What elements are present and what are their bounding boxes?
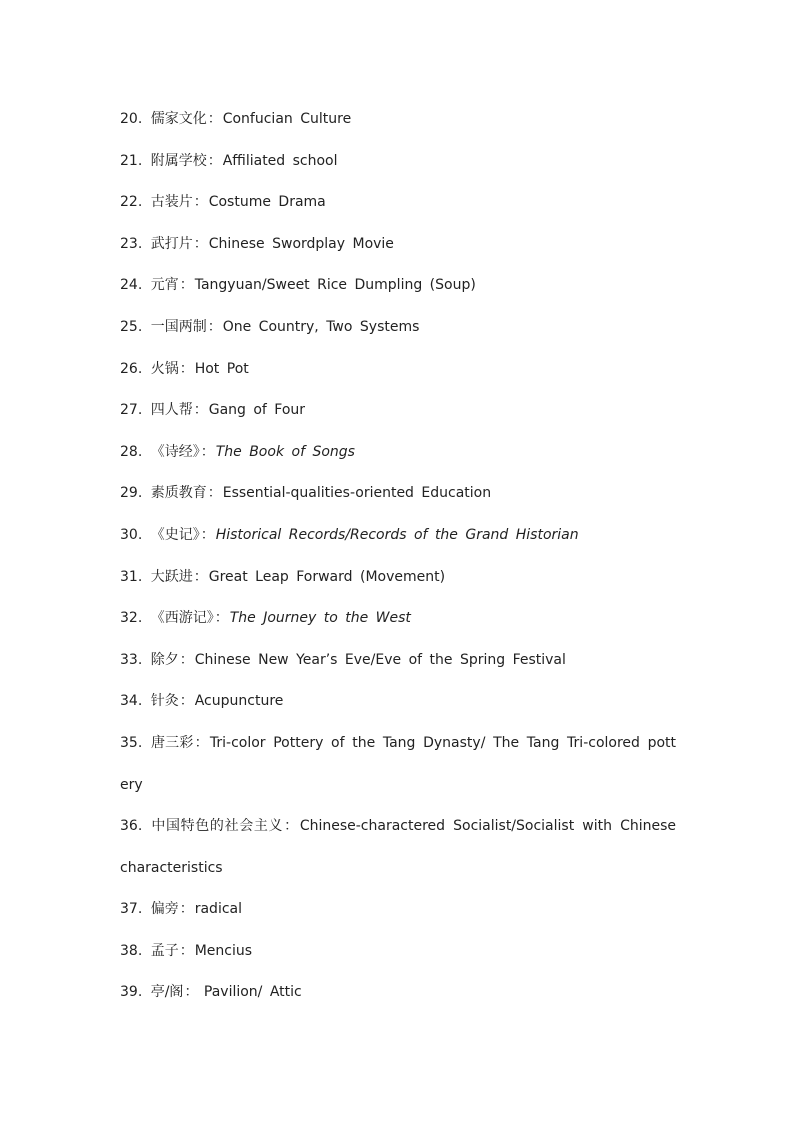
entry-separator: ： [200, 443, 215, 460]
entry-chinese-term: 儒家文化 [150, 111, 207, 127]
entry-separator: ： [179, 360, 194, 377]
entry-chinese-term: 孟子 [150, 942, 179, 959]
entry-separator: ： [207, 318, 222, 335]
entry-number: 34. [120, 693, 143, 710]
entry-number: 26. [120, 360, 143, 377]
entry-number: 22. [120, 194, 143, 211]
entry-english-translation: One Country, Two Systems [222, 318, 420, 335]
entry-english-translation: Tangyuan/Sweet Rice Dumpling (Soup) [194, 277, 476, 294]
entry-number: 21. [120, 152, 143, 169]
glossary-entry [120, 515, 676, 557]
entry-number: 23. [120, 235, 143, 252]
entry-english-translation: Pavilion/ Attic [203, 984, 302, 1001]
glossary-entry [120, 723, 676, 806]
entry-chinese-term: 针灸 [150, 693, 179, 710]
entry-chinese-term: 《史记》 [150, 526, 200, 543]
entry-english-translation: The Book of Songs [215, 443, 355, 460]
glossary-entry [120, 681, 676, 723]
entry-english-translation: radical [194, 901, 242, 918]
glossary-entry [120, 972, 676, 1014]
entry-chinese-term: 《西游记》 [150, 610, 214, 627]
entry-chinese-term: 元宵 [150, 277, 179, 294]
entry-english-translation: Chinese Swordplay Movie [208, 235, 394, 252]
entry-chinese-term: 亭/阁 [150, 984, 184, 1001]
entry-separator: ： [179, 651, 194, 668]
entry-english-translation: Chinese-charactered Socialist/Socialist with Chinese characteristics [120, 818, 677, 876]
entry-number: 31. [120, 568, 143, 585]
entry-separator: ： [214, 610, 229, 627]
entry-separator: ： [207, 485, 222, 502]
entry-separator: ： [179, 901, 194, 918]
glossary-entry [120, 99, 676, 141]
entry-chinese-term: 武打片 [150, 235, 193, 252]
entry-separator: ： [193, 235, 208, 252]
entry-separator: ： [193, 568, 208, 585]
glossary-entry [120, 141, 676, 183]
glossary-entry [120, 473, 676, 515]
entry-english-translation: Confucian Culture [222, 111, 352, 127]
entry-english-translation: Costume Drama [208, 194, 326, 211]
entry-chinese-term: 除夕 [150, 651, 179, 668]
glossary-entry [120, 889, 676, 931]
entry-english-translation: Affiliated school [222, 152, 338, 169]
entry-chinese-term: 唐三彩 [150, 734, 194, 751]
glossary-entry [120, 806, 676, 889]
entry-separator: ： [184, 984, 203, 1001]
entry-english-translation: Hot Pot [194, 360, 249, 377]
entry-english-translation: Essential-qualities-oriented Education [222, 485, 492, 502]
glossary-entry [120, 307, 676, 349]
entry-separator: ： [179, 942, 194, 959]
entry-chinese-term: 大跃进 [150, 568, 193, 585]
entry-separator: ： [207, 111, 222, 127]
entry-separator: ： [194, 734, 209, 751]
entry-chinese-term: 附属学校 [150, 152, 207, 169]
entry-number: 39. [120, 984, 143, 1001]
glossary-entry [120, 598, 676, 640]
entry-chinese-term: 偏旁 [150, 901, 179, 918]
entry-separator: ： [200, 526, 215, 543]
entry-chinese-term: 素质教育 [150, 485, 207, 502]
entry-english-translation: Historical Records/Records of the Grand Historian [215, 526, 579, 543]
entry-separator: ： [179, 277, 194, 294]
entry-number: 24. [120, 277, 143, 294]
entry-english-translation: Acupuncture [194, 693, 284, 710]
entry-separator: ： [207, 152, 222, 169]
entry-separator: ： [193, 402, 208, 419]
glossary-entry [120, 390, 676, 432]
entry-separator: ： [193, 194, 208, 211]
glossary-list [120, 99, 676, 1014]
entry-number: 30. [120, 526, 143, 543]
glossary-entry [120, 265, 676, 307]
entry-number: 25. [120, 318, 143, 335]
glossary-entry [120, 931, 676, 973]
entry-number: 20. [120, 111, 143, 127]
entry-english-translation: The Journey to the West [229, 610, 411, 627]
glossary-entry [120, 640, 676, 682]
entry-chinese-term: 《诗经》 [150, 443, 200, 460]
entry-english-translation: Chinese New Year’s Eve/Eve of the Spring Festival [194, 651, 566, 668]
entry-separator: ： [284, 818, 299, 835]
entry-separator: ： [179, 693, 194, 710]
glossary-entry [120, 432, 676, 474]
entry-number: 27. [120, 402, 143, 419]
entry-chinese-term: 四人帮 [150, 402, 193, 419]
entry-number: 38. [120, 942, 143, 959]
glossary-entry [120, 557, 676, 599]
entry-english-translation: Gang of Four [208, 402, 306, 419]
entry-number: 29. [120, 485, 143, 502]
entry-english-translation: Tri-color Pottery of the Tang Dynasty/ The Tang Tri-colored pottery [120, 734, 677, 793]
glossary-entry [120, 349, 676, 391]
entry-number: 32. [120, 610, 143, 627]
glossary-entry [120, 182, 676, 224]
entry-number: 33. [120, 651, 143, 668]
entry-number: 28. [120, 443, 143, 460]
entry-number: 36. [120, 818, 143, 835]
entry-english-translation: Mencius [194, 942, 253, 959]
entry-chinese-term: 中国特色的社会主义 [151, 818, 284, 835]
glossary-entry [120, 224, 676, 266]
entry-chinese-term: 古装片 [150, 194, 193, 211]
entry-chinese-term: 一国两制 [150, 318, 207, 335]
entry-number: 37. [120, 901, 143, 918]
entry-chinese-term: 火锅 [150, 360, 179, 377]
entry-english-translation: Great Leap Forward (Movement) [208, 568, 446, 585]
entry-number: 35. [120, 734, 143, 751]
